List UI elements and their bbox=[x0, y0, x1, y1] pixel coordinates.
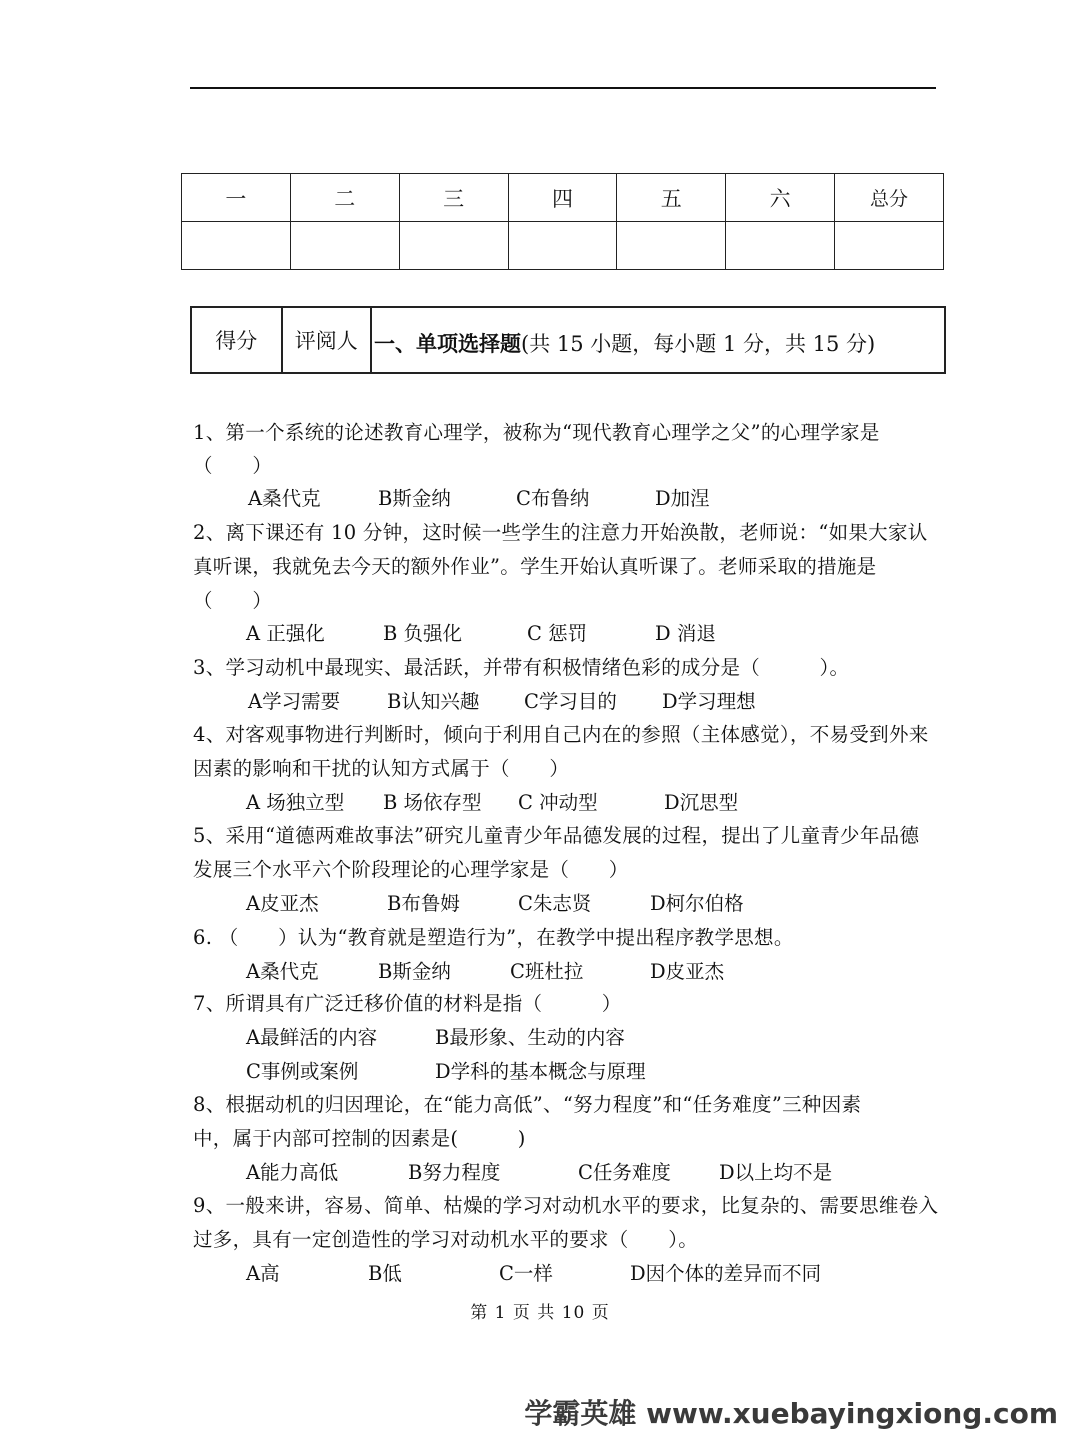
section-title bbox=[374, 328, 875, 358]
q1-option-d: D加涅 bbox=[655, 487, 710, 510]
q9-option-a: A高 bbox=[246, 1262, 280, 1285]
q1-option-a: A桑代克 bbox=[248, 487, 321, 510]
q9-option-c: C一样 bbox=[499, 1262, 553, 1285]
score-col-2: 二 bbox=[290, 174, 399, 222]
question-4: 4、对客观事物进行判断时，倾向于利用自己内在的参照（主体感觉），不易受到外来 bbox=[193, 723, 929, 746]
q4-option-d: D沉思型 bbox=[664, 791, 739, 814]
question-2-line2: 真听课，我就免去今天的额外作业”。学生开始认真听课了。老师采取的措施是 bbox=[193, 555, 877, 578]
section-title-rest: (共 15 小题，每小题 1 分，共 15 分) bbox=[521, 332, 876, 356]
q6-option-b: B斯金纳 bbox=[378, 960, 451, 983]
grader-table bbox=[192, 308, 372, 374]
q3-option-b: B认知兴趣 bbox=[387, 690, 480, 713]
q3-option-d: D学习理想 bbox=[662, 690, 756, 713]
q8-option-c: C任务难度 bbox=[578, 1161, 671, 1184]
score-col-5: 五 bbox=[617, 174, 726, 222]
q7-option-b: B最形象、生动的内容 bbox=[435, 1026, 625, 1049]
q8-option-a: A能力高低 bbox=[246, 1161, 339, 1184]
q3-option-c: C学习目的 bbox=[524, 690, 617, 713]
score-cell bbox=[399, 222, 508, 270]
watermark: 学霸英雄 www.xuebayingxiong.com bbox=[524, 1397, 1058, 1430]
q4-option-a: A 场独立型 bbox=[246, 791, 345, 814]
question-1-blank: （ ） bbox=[193, 454, 273, 477]
q2-option-d: D 消退 bbox=[655, 622, 716, 645]
q2-option-a: A 正强化 bbox=[246, 622, 325, 645]
q9-option-d: D因个体的差异而不同 bbox=[630, 1262, 822, 1285]
question-2-blank: （ ） bbox=[193, 589, 273, 612]
score-col-1: 一 bbox=[182, 174, 291, 222]
question-6: 6. （ ）认为“教育就是塑造行为”，在教学中提出程序教学思想。 bbox=[193, 926, 794, 949]
score-cell bbox=[508, 222, 617, 270]
q6-option-a: A桑代克 bbox=[246, 960, 319, 983]
q2-option-b: B 负强化 bbox=[383, 622, 463, 645]
q2-option-c: C 惩罚 bbox=[527, 622, 588, 645]
q5-option-a: A皮亚杰 bbox=[246, 892, 319, 915]
score-label: 得分 bbox=[192, 308, 282, 373]
q8-option-d: D以上均不是 bbox=[719, 1161, 833, 1184]
q4-option-c: C 冲动型 bbox=[518, 791, 598, 814]
score-cell bbox=[835, 222, 944, 270]
question-3: 3、学习动机中最现实、最活跃，并带有积极情绪色彩的成分是（ ）。 bbox=[193, 656, 850, 679]
q7-option-c: C事例或案例 bbox=[246, 1060, 359, 1083]
question-4-line2: 因素的影响和干扰的认知方式属于（ ） bbox=[193, 757, 570, 780]
q6-option-c: C班杜拉 bbox=[510, 960, 584, 983]
page-number: 第 1 页 共 10 页 bbox=[470, 1303, 610, 1323]
question-9: 9、一般来讲，容易、简单、枯燥的学习对动机水平的要求，比复杂的、需要思维卷入 bbox=[193, 1194, 939, 1217]
score-col-6: 六 bbox=[726, 174, 835, 222]
q4-option-b: B 场依存型 bbox=[383, 791, 482, 814]
question-5-line2: 发展三个水平六个阶段理论的心理学家是（ ） bbox=[193, 858, 629, 881]
question-9-line2: 过多，具有一定创造性的学习对动机水平的要求（ ）。 bbox=[193, 1228, 699, 1251]
q3-option-a: A学习需要 bbox=[248, 690, 341, 713]
q5-option-b: B布鲁姆 bbox=[387, 892, 460, 915]
question-1: 1、第一个系统的论述教育心理学，被称为“现代教育心理学之父”的心理学家是 bbox=[193, 421, 880, 444]
score-col-3: 三 bbox=[399, 174, 508, 222]
section-header bbox=[190, 306, 946, 374]
section-title-bold: 一、单项选择题 bbox=[374, 332, 521, 356]
q7-option-a: A最鲜活的内容 bbox=[246, 1026, 378, 1049]
score-table bbox=[181, 173, 944, 270]
q7-option-d: D学科的基本概念与原理 bbox=[435, 1060, 646, 1083]
question-8: 8、根据动机的归因理论，在“能力高低”、“努力程度”和“任务难度”三种因素 bbox=[193, 1093, 862, 1116]
q5-option-c: C朱志贤 bbox=[518, 892, 592, 915]
question-8-line2: 中，属于内部可控制的因素是( ) bbox=[193, 1127, 526, 1150]
score-cell bbox=[290, 222, 399, 270]
score-col-total: 总分 bbox=[835, 174, 944, 222]
q5-option-d: D柯尔伯格 bbox=[650, 892, 744, 915]
score-col-4: 四 bbox=[508, 174, 617, 222]
score-entry bbox=[192, 373, 282, 374]
score-cell bbox=[617, 222, 726, 270]
question-7: 7、所谓具有广泛迁移价值的材料是指（ ） bbox=[193, 992, 622, 1015]
q8-option-b: B努力程度 bbox=[408, 1161, 501, 1184]
q1-option-c: C布鲁纳 bbox=[516, 487, 590, 510]
q9-option-b: B低 bbox=[368, 1262, 402, 1285]
question-5: 5、采用“道德两难故事法”研究儿童青少年品德发展的过程，提出了儿童青少年品德 bbox=[193, 824, 920, 847]
header-rule bbox=[190, 87, 936, 89]
reviewer-label: 评阅人 bbox=[282, 308, 372, 373]
q1-option-b: B斯金纳 bbox=[378, 487, 451, 510]
q6-option-d: D皮亚杰 bbox=[650, 960, 725, 983]
question-2: 2、离下课还有 10 分钟，这时候一些学生的注意力开始涣散，老师说：“如果大家认 bbox=[193, 521, 928, 544]
score-cell bbox=[726, 222, 835, 270]
reviewer-entry bbox=[282, 373, 372, 374]
score-cell bbox=[182, 222, 291, 270]
